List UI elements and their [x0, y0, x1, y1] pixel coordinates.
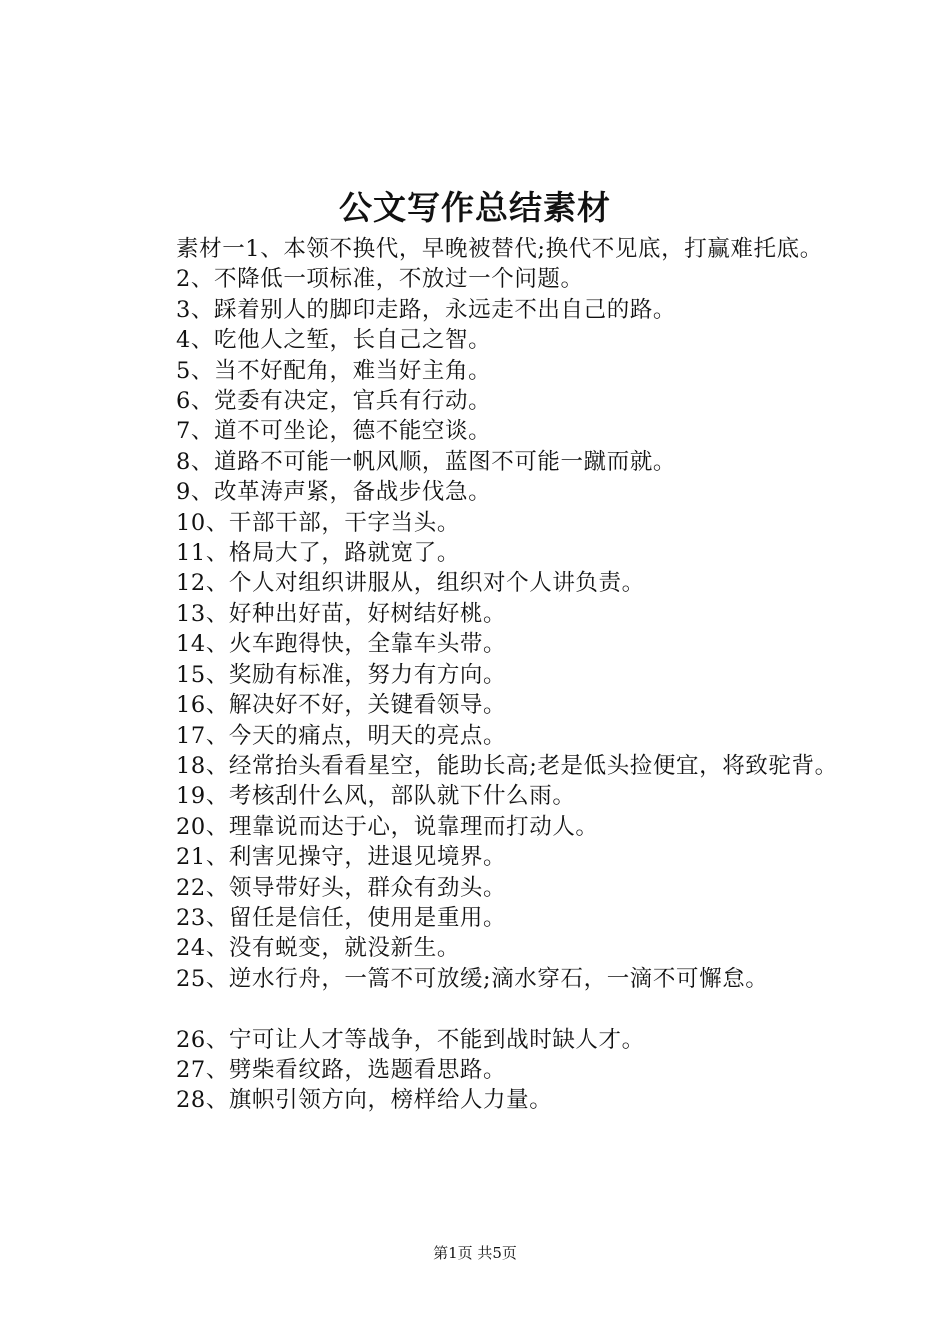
- paragraph-19: 19、考核刮什么风，部队就下什么雨。: [176, 783, 576, 810]
- paragraph-28: 28、旗帜引领方向，榜样给人力量。: [176, 1087, 553, 1114]
- paragraph-9: 9、改革涛声紧，备战步伐急。: [176, 479, 492, 506]
- paragraph-21: 21、利害见操守，进退见境界。: [176, 844, 507, 871]
- paragraph-15: 15、奖励有标准，努力有方向。: [176, 661, 507, 688]
- paragraph-20: 20、理靠说而达于心，说靠理而打动人。: [176, 813, 599, 840]
- paragraph-16: 16、解决好不好，关键看领导。: [176, 692, 507, 719]
- paragraph-6: 6、党委有决定，官兵有行动。: [176, 388, 492, 415]
- paragraph-2: 2、不降低一项标准，不放过一个问题。: [176, 266, 584, 293]
- paragraph-5: 5、当不好配角，难当好主角。: [176, 357, 492, 384]
- paragraph-11: 11、格局大了，路就宽了。: [176, 540, 460, 567]
- paragraph-14: 14、火车跑得快，全靠车头带。: [176, 631, 507, 658]
- paragraph-24: 24、没有蜕变，就没新生。: [176, 935, 460, 962]
- paragraph-13: 13、好种出好苗，好树结好桃。: [176, 600, 507, 627]
- paragraph-18: 18、经常抬头看看星空，能助长高;老是低头捡便宜，将致驼背。: [176, 752, 838, 779]
- paragraph-3: 3、踩着别人的脚印走路，永远走不出自己的路。: [176, 296, 677, 323]
- paragraph-27: 27、劈柴看纹路，选题看思路。: [176, 1056, 507, 1083]
- paragraph-8: 8、道路不可能一帆风顺，蓝图不可能一蹴而就。: [176, 448, 677, 475]
- paragraph-22: 22、领导带好头，群众有劲头。: [176, 874, 507, 901]
- paragraph-4: 4、吃他人之堑，长自己之智。: [176, 327, 492, 354]
- paragraph-26: 26、宁可让人才等战争，不能到战时缺人才。: [176, 1026, 645, 1053]
- document-body: [128, 234, 838, 1116]
- paragraph-17: 17、今天的痛点，明天的亮点。: [176, 722, 507, 749]
- paragraph-7: 7、道不可坐论，德不能空谈。: [176, 418, 492, 445]
- paragraph-10: 10、干部干部，干字当头。: [176, 509, 460, 536]
- paragraph-23: 23、留任是信任，使用是重用。: [176, 904, 507, 931]
- paragraph-25: 25、逆水行舟，一篙不可放缓;滴水穿石，一滴不可懈怠。: [176, 965, 769, 992]
- paragraph-12: 12、个人对组织讲服从，组织对个人讲负责。: [176, 570, 645, 597]
- page-footer: 第1页 共5页: [433, 1244, 517, 1262]
- document-title: 公文写作总结素材: [339, 188, 611, 227]
- paragraph-1: 素材一1、本领不换代，早晚被替代;换代不见底，打赢难托底。: [176, 236, 823, 262]
